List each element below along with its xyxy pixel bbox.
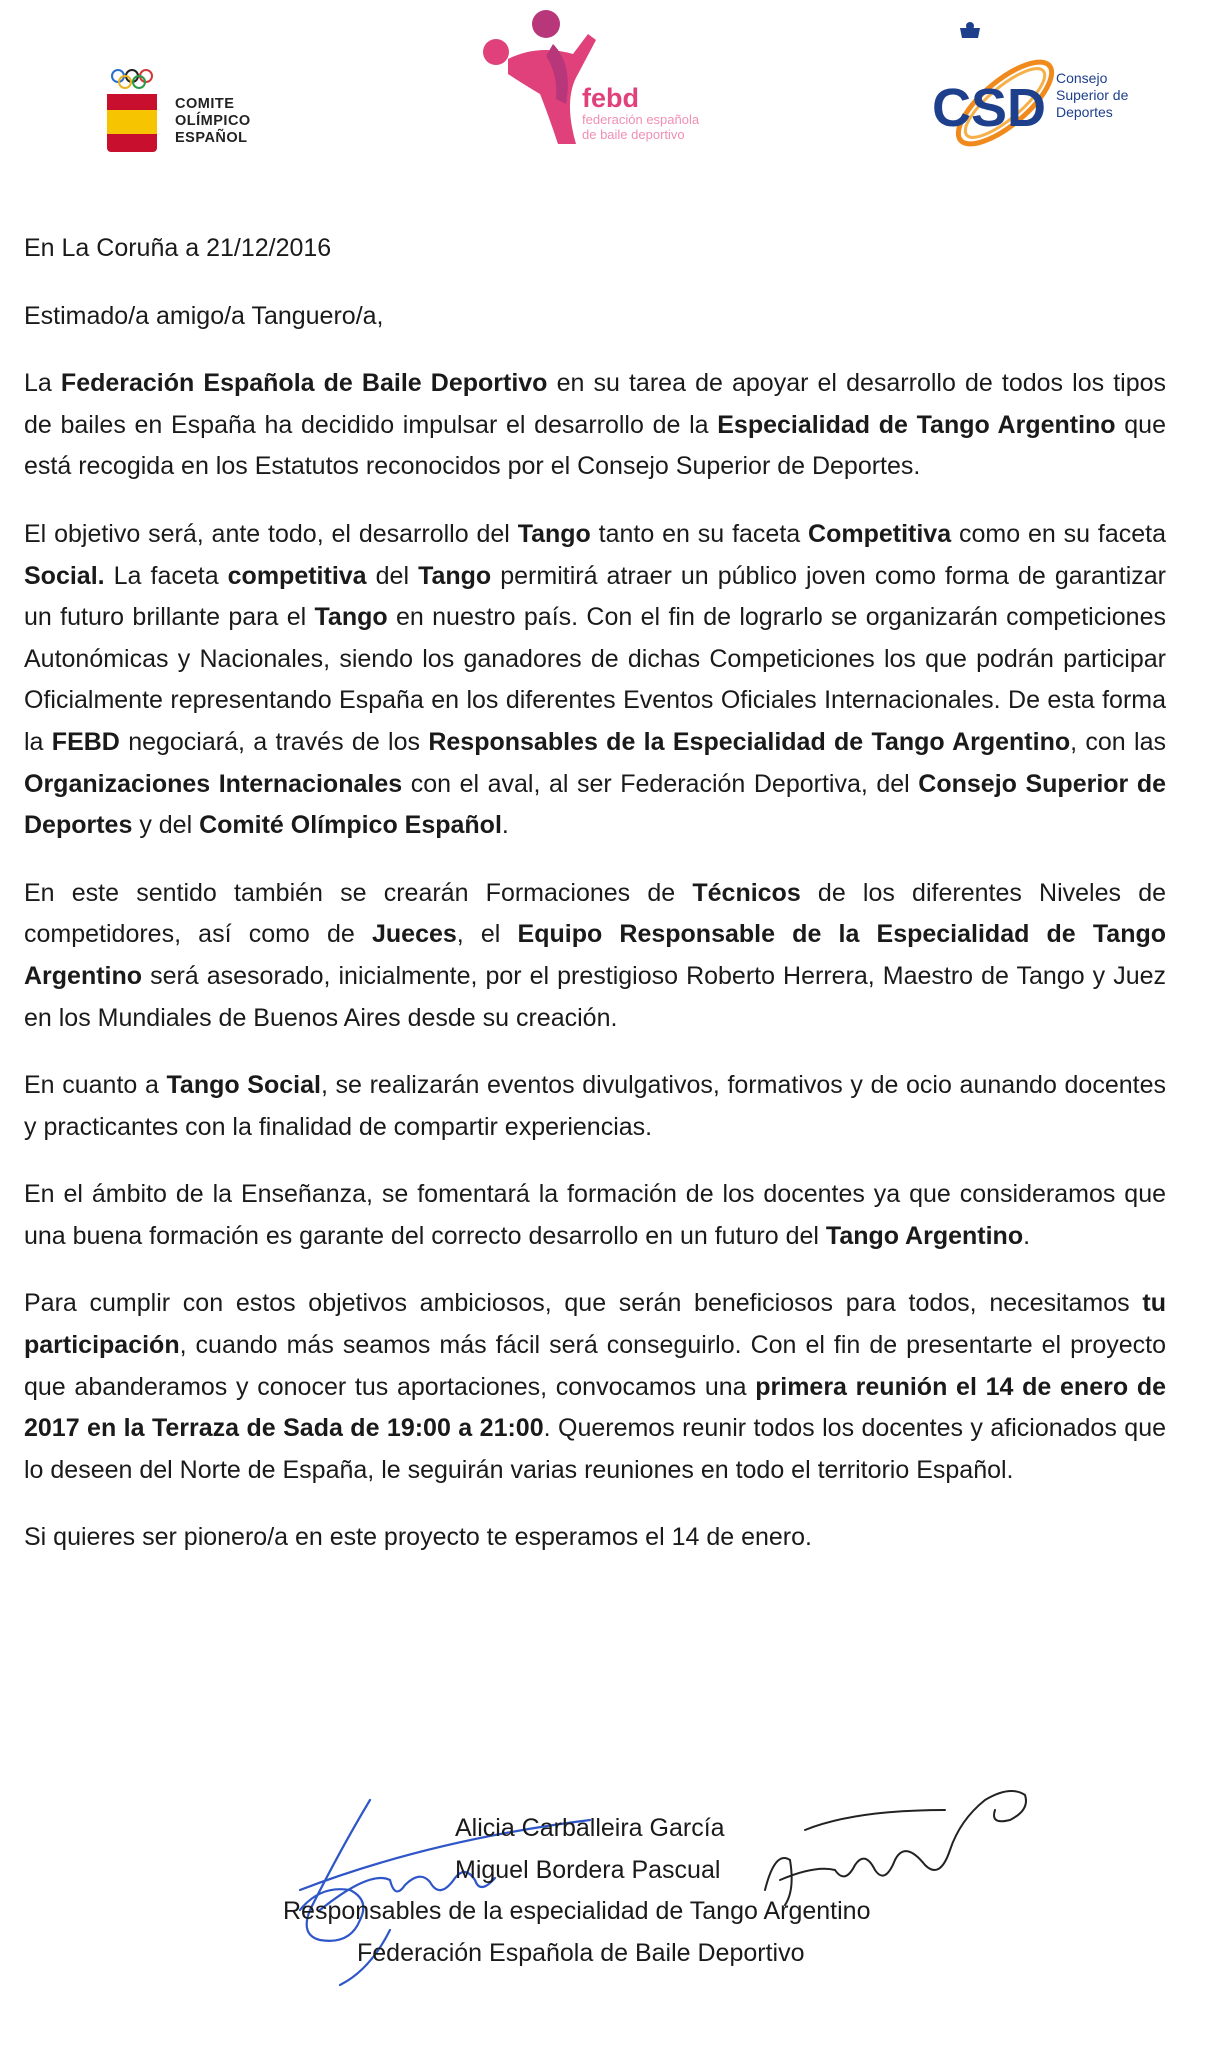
csd-emblem-icon — [930, 18, 1060, 168]
febd-name-line2: de baile deportivo — [582, 127, 685, 142]
febd-name-line1: federación española — [582, 112, 700, 127]
olympic-rings-flag-icon — [105, 66, 175, 166]
signatory-role: Responsables de la especialidad de Tango Argentino — [283, 1897, 871, 1926]
greeting: Estimado/a amigo/a Tanguero/a, — [24, 301, 384, 330]
coe-name-line3: ESPAÑOL — [175, 130, 248, 146]
signatory-organization: Federación Española de Baile Deportivo — [357, 1938, 805, 1967]
coe-name-line1: COMITE — [175, 96, 235, 112]
date-line: En La Coruña a 21/12/2016 — [24, 234, 332, 262]
signatory-name-1: Alicia Carballeira García — [455, 1814, 725, 1842]
signatory-name-2: Miguel Bordera Pascual — [455, 1855, 721, 1884]
signature-block — [0, 1760, 1215, 1990]
paragraph-7: Si quieres ser pionero/a en este proyecto te esperamos el 14 de enero. — [24, 1523, 812, 1552]
paragraph-1: La Federación Española de Baile Deportivo en su tarea de apoyar el desarrollo de todos los tipos de bailes en España ha decidido impulsar el desarrollo de la Especialidad de Tango Argentino que está recogida en los Estatutos reconocidos por el Consejo Superior de Deportes. — [24, 369, 1167, 481]
csd-name-line2: Superior de — [1056, 87, 1129, 103]
paragraph-4: En cuanto a Tango Social, se realizarán eventos divulgativos, formativos y de ocio aunando docentes y practicantes con la finalidad de compartir experiencias. — [24, 1071, 1166, 1141]
csd-logo — [930, 18, 1150, 168]
febd-abbr: febd — [582, 83, 639, 113]
letter-body — [24, 228, 1166, 1559]
letterhead — [0, 0, 1215, 200]
csd-abbr: CSD — [932, 78, 1047, 138]
coe-name-line2: OLÍMPICO — [175, 113, 251, 129]
csd-name-line3: Deportes — [1056, 104, 1113, 120]
febd-logo — [478, 4, 738, 154]
csd-name-line1: Consejo — [1056, 70, 1108, 86]
paragraph-2: El objetivo será, ante todo, el desarrollo del Tango tanto en su faceta Competitiva como en su faceta Social. La faceta competitiva del Tango permitirá atraer un público joven como forma de garantizar un futuro brillante para el Tango en nuestro país. Con el fin de lograrlo se organizarán competiciones Autonómicas y Nacionales, siendo los ganadores de dichas Competiciones los que podrán participar Oficialmente representando España en los diferentes Eventos Oficiales Internacionales. De esta forma la FEBD negociará, a través de los Responsables de la Especialidad de Tango Argentino, con las Organizaciones Internacionales con el aval, al ser Federación Deportiva, del Consejo Superior de Deportes y del Comité Olímpico Español. — [24, 519, 1167, 840]
paragraph-6: Para cumplir con estos objetivos ambiciosos, que serán beneficiosos para todos, necesitamos tu participación, cuando más seamos más fácil será conseguirlo. Con el fin de presentarte el proyecto que abanderamos y conocer tus aportaciones, convocamos una primera reunión el 14 de enero de 2017 en la Terraza de Sada de 19:00 a 21:00. Queremos reunir todos los docentes y aficionados que lo deseen del Norte de España, le seguirán varias reuniones en todo el territorio Español. — [24, 1289, 1166, 1484]
paragraph-5: En el ámbito de la Enseñanza, se fomentará la formación de los docentes ya que consideramos que una buena formación es garante del correcto desarrollo en un futuro del Tango Argentino. — [24, 1180, 1166, 1250]
paragraph-3: En este sentido también se crearán Formaciones de Técnicos de los diferentes Niveles de competidores, así como de Jueces, el Equipo Responsable de la Especialidad de Tango Argentino será asesorado, inicialmente, por el prestigioso Roberto Herrera, Maestro de Tango y Juez en los Mundiales de Buenos Aires desde su creación. — [24, 878, 1167, 1032]
coe-logo — [105, 66, 305, 166]
